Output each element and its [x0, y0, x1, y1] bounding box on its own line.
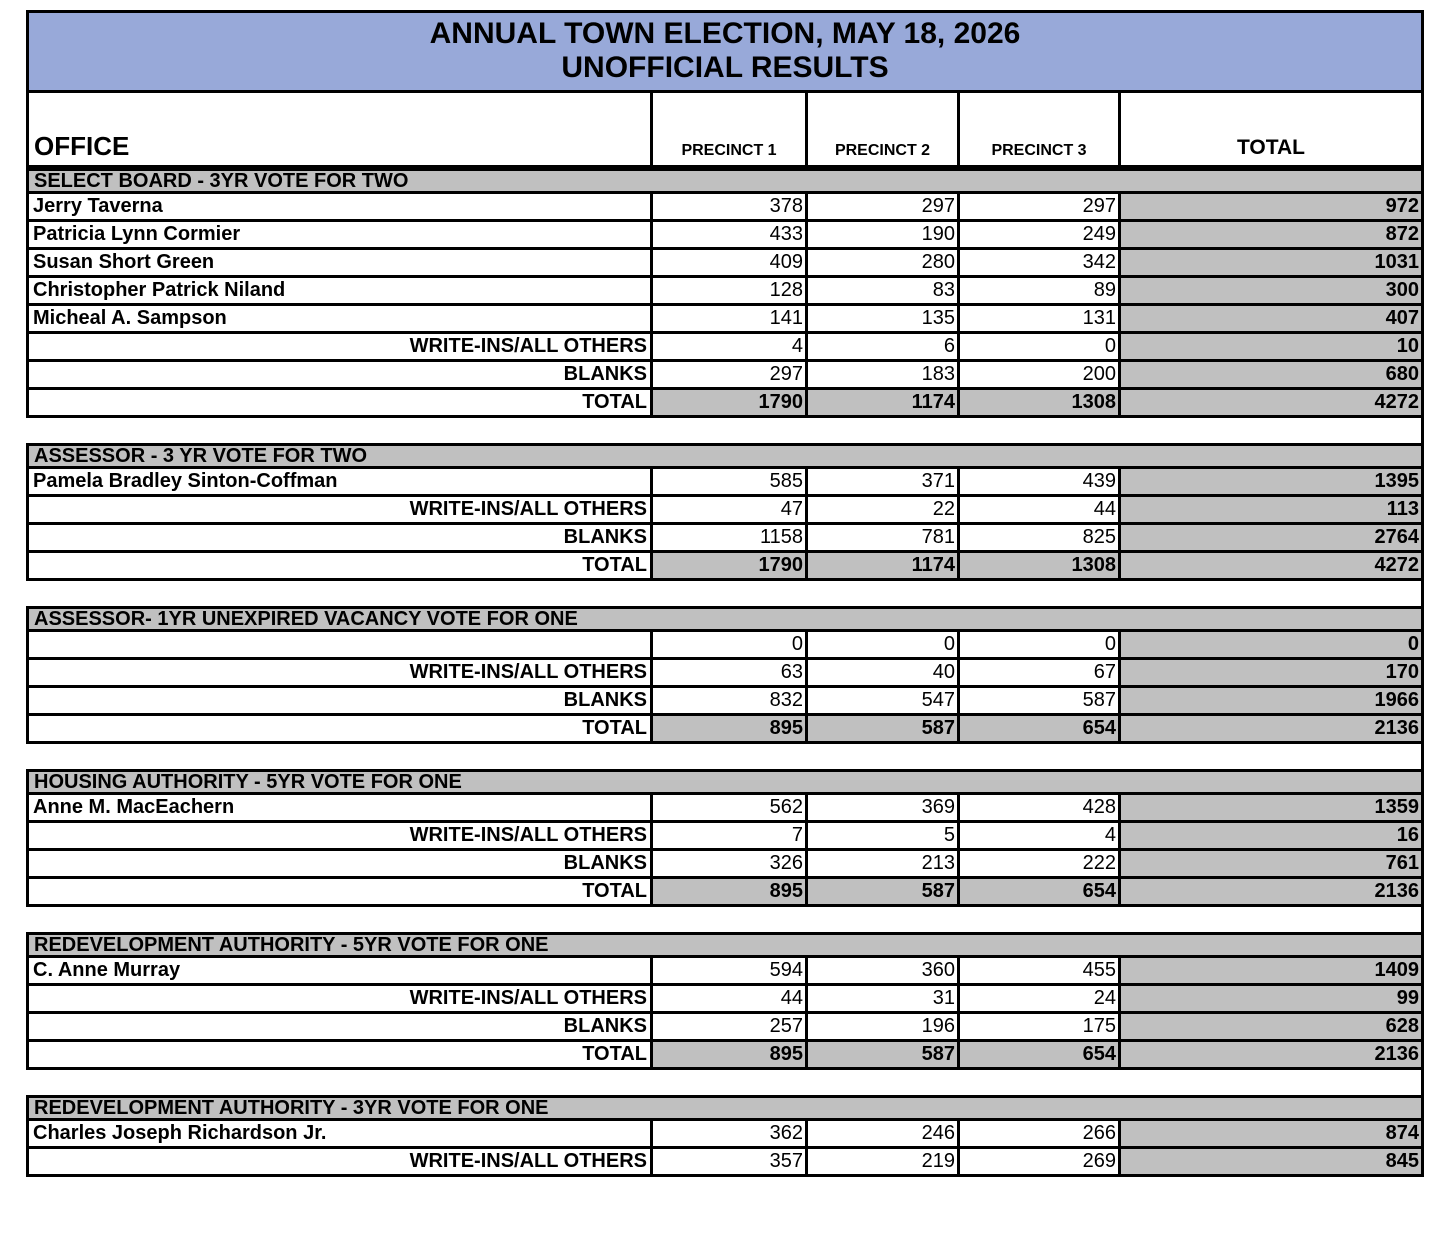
- candidate-name: Jerry Taverna: [33, 195, 163, 217]
- total-votes: 972: [1118, 194, 1421, 219]
- results-sheet: [26, 10, 1424, 1177]
- precinct-2-votes: 1174: [805, 553, 957, 578]
- precinct-3-votes: 825: [957, 525, 1118, 550]
- precinct-1-votes: 832: [650, 688, 805, 713]
- office-section-heading: REDEVELOPMENT AUTHORITY - 5YR VOTE FOR ONE: [26, 932, 1424, 958]
- precinct-2-votes: 22: [805, 497, 957, 522]
- precinct-2-votes: 219: [805, 1149, 957, 1174]
- precinct-1-votes: 7: [650, 823, 805, 848]
- precinct-1-votes: 585: [650, 469, 805, 494]
- precinct-1-votes: 1158: [650, 525, 805, 550]
- precinct-2-votes: 369: [805, 795, 957, 820]
- office-column-header: OFFICE: [34, 131, 130, 161]
- precinct-1-votes: 562: [650, 795, 805, 820]
- precinct-1-votes: 433: [650, 222, 805, 247]
- precinct-1-votes: 362: [650, 1121, 805, 1146]
- total-votes: 4272: [1118, 553, 1421, 578]
- precinct-2-votes: 587: [805, 1042, 957, 1067]
- row-label: WRITE-INS/ALL OTHERS: [409, 1150, 647, 1172]
- section-total-row: [26, 716, 1424, 744]
- office-section-heading: HOUSING AUTHORITY - 5YR VOTE FOR ONE: [26, 769, 1424, 795]
- precinct-1-votes: 141: [650, 306, 805, 331]
- total-votes: 2136: [1118, 879, 1421, 904]
- precinct-1-votes: 1790: [650, 553, 805, 578]
- precinct-1-votes: 326: [650, 851, 805, 876]
- precinct-3-votes: 222: [957, 851, 1118, 876]
- total-votes: 628: [1118, 1014, 1421, 1039]
- section-total-row: [26, 553, 1424, 581]
- total-votes: 1966: [1118, 688, 1421, 713]
- total-votes: 2136: [1118, 1042, 1421, 1067]
- total-votes: 874: [1118, 1121, 1421, 1146]
- office-section-heading: ASSESSOR - 3 YR VOTE FOR TWO: [26, 443, 1424, 469]
- candidate-row: [26, 958, 1424, 986]
- precinct-2-votes: 6: [805, 334, 957, 359]
- precinct-2-votes: 40: [805, 660, 957, 685]
- precinct-3-votes: 1308: [957, 553, 1118, 578]
- row-label: WRITE-INS/ALL OTHERS: [409, 824, 647, 846]
- precinct-3-votes: 266: [957, 1121, 1118, 1146]
- precinct-2-votes: 83: [805, 278, 957, 303]
- total-votes: 845: [1118, 1149, 1421, 1174]
- precinct-1-votes: 895: [650, 1042, 805, 1067]
- candidate-name: Anne M. MacEachern: [33, 796, 235, 818]
- summary-row: [26, 1014, 1424, 1042]
- candidate-name: C. Anne Murray: [33, 959, 181, 981]
- precinct-2-votes: 135: [805, 306, 957, 331]
- precinct-3-votes: 44: [957, 497, 1118, 522]
- office-section-heading: REDEVELOPMENT AUTHORITY - 3YR VOTE FOR ONE: [26, 1095, 1424, 1121]
- precinct-1-votes: 47: [650, 497, 805, 522]
- precinct-3-votes: 67: [957, 660, 1118, 685]
- section-spacer: [26, 581, 1424, 606]
- precinct-2-votes: 547: [805, 688, 957, 713]
- precinct-2-votes: 196: [805, 1014, 957, 1039]
- precinct-2-votes: 31: [805, 986, 957, 1011]
- precinct-3-votes: 439: [957, 469, 1118, 494]
- total-votes: 0: [1118, 632, 1421, 657]
- summary-row: [26, 851, 1424, 879]
- total-votes: 2136: [1118, 716, 1421, 741]
- summary-row: [26, 497, 1424, 525]
- precinct-1-votes: 128: [650, 278, 805, 303]
- precinct-2-votes: 183: [805, 362, 957, 387]
- title-line-1: ANNUAL TOWN ELECTION, MAY 18, 2026: [429, 17, 1021, 50]
- row-label: BLANKS: [563, 689, 647, 711]
- candidate-name: Patricia Lynn Cormier: [33, 223, 241, 245]
- precinct-1-votes: 297: [650, 362, 805, 387]
- row-label: TOTAL: [582, 554, 647, 576]
- title-banner: [26, 10, 1424, 93]
- candidate-name: Susan Short Green: [33, 251, 215, 273]
- precinct-1-votes: 63: [650, 660, 805, 685]
- candidate-row: [26, 306, 1424, 334]
- row-label: BLANKS: [563, 852, 647, 874]
- precinct-3-votes: 455: [957, 958, 1118, 983]
- candidate-row: [26, 222, 1424, 250]
- precinct-3-votes: 175: [957, 1014, 1118, 1039]
- precinct-3-votes: 0: [957, 334, 1118, 359]
- precinct-1-votes: 357: [650, 1149, 805, 1174]
- precinct-2-votes: 190: [805, 222, 957, 247]
- summary-row: [26, 362, 1424, 390]
- precinct-2-votes: 0: [805, 632, 957, 657]
- precinct-3-votes: 1308: [957, 390, 1118, 415]
- title-line-2: UNOFFICIAL RESULTS: [561, 51, 889, 84]
- total-votes: 16: [1118, 823, 1421, 848]
- precinct-2-votes: 360: [805, 958, 957, 983]
- precinct-2-votes: 213: [805, 851, 957, 876]
- row-label: WRITE-INS/ALL OTHERS: [409, 987, 647, 1009]
- row-label: WRITE-INS/ALL OTHERS: [409, 335, 647, 357]
- precinct-3-votes: 342: [957, 250, 1118, 275]
- row-label: TOTAL: [582, 717, 647, 739]
- section-spacer: [26, 744, 1424, 769]
- candidate-name: Christopher Patrick Niland: [33, 279, 286, 301]
- precinct-2-votes: 1174: [805, 390, 957, 415]
- precinct-2-votes: 5: [805, 823, 957, 848]
- precinct-3-votes: 654: [957, 879, 1118, 904]
- section-total-row: [26, 390, 1424, 418]
- precinct-2-votes: 246: [805, 1121, 957, 1146]
- precinct-1-votes: 895: [650, 716, 805, 741]
- total-votes: 170: [1118, 660, 1421, 685]
- precinct-3-votes: 200: [957, 362, 1118, 387]
- candidate-row: [26, 1121, 1424, 1149]
- precinct-2-votes: 781: [805, 525, 957, 550]
- row-label: TOTAL: [582, 880, 647, 902]
- candidate-name: Micheal A. Sampson: [33, 307, 227, 329]
- precinct-1-votes: 895: [650, 879, 805, 904]
- candidate-row: [26, 250, 1424, 278]
- candidate-row: [26, 632, 1424, 660]
- section-total-row: [26, 1042, 1424, 1070]
- precinct-3-votes: 654: [957, 716, 1118, 741]
- precinct-3-votes: 249: [957, 222, 1118, 247]
- summary-row: [26, 525, 1424, 553]
- total-votes: 4272: [1118, 390, 1421, 415]
- total-votes: 99: [1118, 986, 1421, 1011]
- precinct-1-votes: 0: [650, 632, 805, 657]
- row-label: TOTAL: [582, 1043, 647, 1065]
- precinct-3-votes: 587: [957, 688, 1118, 713]
- precinct-2-column-header: PRECINCT 2: [805, 93, 957, 165]
- candidate-row: [26, 278, 1424, 306]
- precinct-3-votes: 89: [957, 278, 1118, 303]
- total-votes: 872: [1118, 222, 1421, 247]
- candidate-row: [26, 194, 1424, 222]
- total-votes: 10: [1118, 334, 1421, 359]
- precinct-1-votes: 4: [650, 334, 805, 359]
- column-header-row: [26, 93, 1424, 168]
- summary-row: [26, 823, 1424, 851]
- row-label: WRITE-INS/ALL OTHERS: [409, 661, 647, 683]
- precinct-1-votes: 257: [650, 1014, 805, 1039]
- section-spacer: [26, 1070, 1424, 1095]
- precinct-3-column-header: PRECINCT 3: [957, 93, 1118, 165]
- total-votes: 2764: [1118, 525, 1421, 550]
- row-label: WRITE-INS/ALL OTHERS: [409, 498, 647, 520]
- precinct-2-votes: 587: [805, 879, 957, 904]
- candidate-name: [29, 632, 650, 657]
- results-sections: [26, 168, 1424, 1177]
- total-votes: 1395: [1118, 469, 1421, 494]
- total-votes: 1409: [1118, 958, 1421, 983]
- candidate-row: [26, 795, 1424, 823]
- precinct-3-votes: 131: [957, 306, 1118, 331]
- total-votes: 1359: [1118, 795, 1421, 820]
- total-votes: 407: [1118, 306, 1421, 331]
- precinct-2-votes: 280: [805, 250, 957, 275]
- precinct-1-votes: 44: [650, 986, 805, 1011]
- precinct-2-votes: 297: [805, 194, 957, 219]
- precinct-2-votes: 587: [805, 716, 957, 741]
- total-votes: 680: [1118, 362, 1421, 387]
- section-spacer: [26, 907, 1424, 932]
- precinct-1-votes: 594: [650, 958, 805, 983]
- candidate-name: Pamela Bradley Sinton-Coffman: [33, 470, 338, 492]
- precinct-3-votes: 4: [957, 823, 1118, 848]
- row-label: BLANKS: [563, 526, 647, 548]
- row-label: BLANKS: [563, 1015, 647, 1037]
- section-spacer: [26, 418, 1424, 443]
- precinct-3-votes: 269: [957, 1149, 1118, 1174]
- row-label: BLANKS: [563, 363, 647, 385]
- precinct-3-votes: 428: [957, 795, 1118, 820]
- office-section-heading: ASSESSOR- 1YR UNEXPIRED VACANCY VOTE FOR ONE: [26, 606, 1424, 632]
- precinct-3-votes: 654: [957, 1042, 1118, 1067]
- summary-row: [26, 334, 1424, 362]
- summary-row: [26, 986, 1424, 1014]
- precinct-1-votes: 409: [650, 250, 805, 275]
- summary-row: [26, 660, 1424, 688]
- candidate-row: [26, 469, 1424, 497]
- total-votes: 1031: [1118, 250, 1421, 275]
- row-label: TOTAL: [582, 391, 647, 413]
- section-total-row: [26, 879, 1424, 907]
- summary-row: [26, 1149, 1424, 1177]
- precinct-3-votes: 0: [957, 632, 1118, 657]
- candidate-name: Charles Joseph Richardson Jr.: [33, 1122, 327, 1144]
- total-votes: 113: [1118, 497, 1421, 522]
- office-section-heading: SELECT BOARD - 3YR VOTE FOR TWO: [26, 168, 1424, 194]
- precinct-3-votes: 297: [957, 194, 1118, 219]
- total-votes: 300: [1118, 278, 1421, 303]
- precinct-2-votes: 371: [805, 469, 957, 494]
- precinct-3-votes: 24: [957, 986, 1118, 1011]
- precinct-1-votes: 1790: [650, 390, 805, 415]
- total-votes: 761: [1118, 851, 1421, 876]
- precinct-1-column-header: PRECINCT 1: [650, 93, 805, 165]
- precinct-1-votes: 378: [650, 194, 805, 219]
- total-column-header: TOTAL: [1118, 93, 1421, 165]
- summary-row: [26, 688, 1424, 716]
